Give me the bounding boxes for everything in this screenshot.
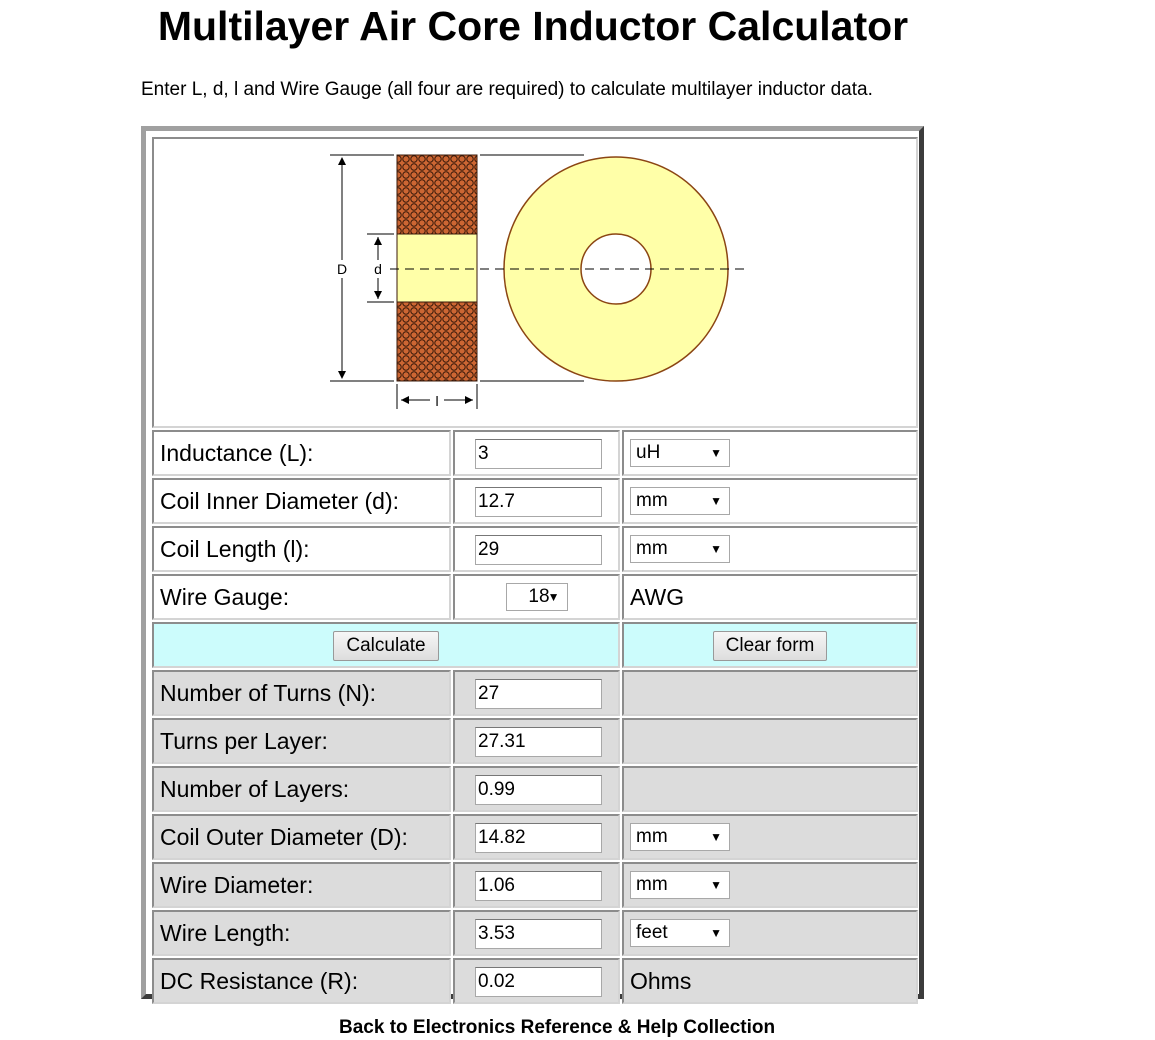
inner-diameter-label: Coil Inner Diameter (d): xyxy=(152,478,451,524)
calculator-frame xyxy=(141,126,924,999)
chevron-down-icon: ▼ xyxy=(710,926,722,941)
resistance-output[interactable] xyxy=(475,967,602,997)
inner-diameter-input[interactable] xyxy=(475,487,602,517)
row-turns xyxy=(152,670,918,716)
wire-gauge-unit: AWG xyxy=(622,574,918,620)
turns-unit-empty xyxy=(622,670,918,716)
chevron-down-icon: ▼ xyxy=(710,830,722,845)
turns-label: Number of Turns (N): xyxy=(152,670,451,716)
row-resistance xyxy=(152,958,918,1004)
row-inductance xyxy=(152,430,918,476)
layers-unit-empty xyxy=(622,766,918,812)
core-side-view xyxy=(397,234,477,302)
diagram-label-d: d xyxy=(374,261,382,277)
row-coil-length xyxy=(152,526,918,572)
coil-length-unit-select[interactable] xyxy=(630,535,730,563)
row-inner-diameter xyxy=(152,478,918,524)
wire-length-label: Wire Length: xyxy=(152,910,451,956)
outer-diameter-unit-select[interactable] xyxy=(630,823,730,851)
diagram-label-l: l xyxy=(435,393,439,409)
row-wire-diameter xyxy=(152,862,918,908)
resistance-label: DC Resistance (R): xyxy=(152,958,451,1004)
wire-length-unit-value: feet xyxy=(636,922,668,944)
wire-diameter-label: Wire Diameter: xyxy=(152,862,451,908)
chevron-down-icon: ▼ xyxy=(710,494,722,509)
turns-per-layer-label: Turns per Layer: xyxy=(152,718,451,764)
inner-diameter-unit-value: mm xyxy=(636,490,668,512)
coil-diagram xyxy=(154,139,918,420)
inductance-unit-value: uH xyxy=(636,442,661,464)
row-turns-per-layer xyxy=(152,718,918,764)
wire-length-output[interactable] xyxy=(475,919,602,949)
wire-gauge-value: 18 xyxy=(528,586,550,608)
inner-diameter-unit-select[interactable] xyxy=(630,487,730,515)
outer-diameter-unit-value: mm xyxy=(636,826,668,848)
calculator-table xyxy=(150,135,920,1006)
footer-link[interactable]: Back to Electronics Reference & Help Collection xyxy=(339,1017,776,1038)
page-title: Multilayer Air Core Inductor Calculator xyxy=(157,3,909,49)
clear-form-button[interactable]: Clear form xyxy=(713,631,828,661)
inductance-input[interactable] xyxy=(475,439,602,469)
outer-diameter-output[interactable] xyxy=(475,823,602,853)
chevron-down-icon: ▼ xyxy=(710,878,722,893)
coil-length-unit-value: mm xyxy=(636,538,668,560)
wire-gauge-select[interactable] xyxy=(506,583,568,611)
wire-gauge-label: Wire Gauge: xyxy=(152,574,451,620)
wire-length-unit-select[interactable] xyxy=(630,919,730,947)
resistance-unit: Ohms xyxy=(622,958,918,1004)
row-wire-length xyxy=(152,910,918,956)
wire-diameter-unit-value: mm xyxy=(636,874,668,896)
inductance-label: Inductance (L): xyxy=(152,430,451,476)
coil-length-input[interactable] xyxy=(475,535,602,565)
row-outer-diameter xyxy=(152,814,918,860)
row-wire-gauge xyxy=(152,574,918,620)
turns-output[interactable] xyxy=(475,679,602,709)
row-buttons xyxy=(152,622,918,668)
outer-diameter-label: Coil Outer Diameter (D): xyxy=(152,814,451,860)
row-layers xyxy=(152,766,918,812)
turns-per-layer-unit-empty xyxy=(622,718,918,764)
wire-diameter-unit-select[interactable] xyxy=(630,871,730,899)
turns-per-layer-output[interactable] xyxy=(475,727,602,757)
instructions-text: Enter L, d, l and Wire Gauge (all four are required) to calculate multilayer inductor data. xyxy=(141,79,873,100)
calculate-button[interactable]: Calculate xyxy=(333,631,438,661)
coil-length-label: Coil Length (l): xyxy=(152,526,451,572)
diagram-label-D: D xyxy=(336,261,348,277)
layers-label: Number of Layers: xyxy=(152,766,451,812)
coil-diagram-cell xyxy=(152,137,918,428)
chevron-down-icon: ▼ xyxy=(547,590,560,605)
inductance-unit-select[interactable] xyxy=(630,439,730,467)
wire-diameter-output[interactable] xyxy=(475,871,602,901)
chevron-down-icon: ▼ xyxy=(710,446,722,461)
layers-output[interactable] xyxy=(475,775,602,805)
chevron-down-icon: ▼ xyxy=(710,542,722,557)
